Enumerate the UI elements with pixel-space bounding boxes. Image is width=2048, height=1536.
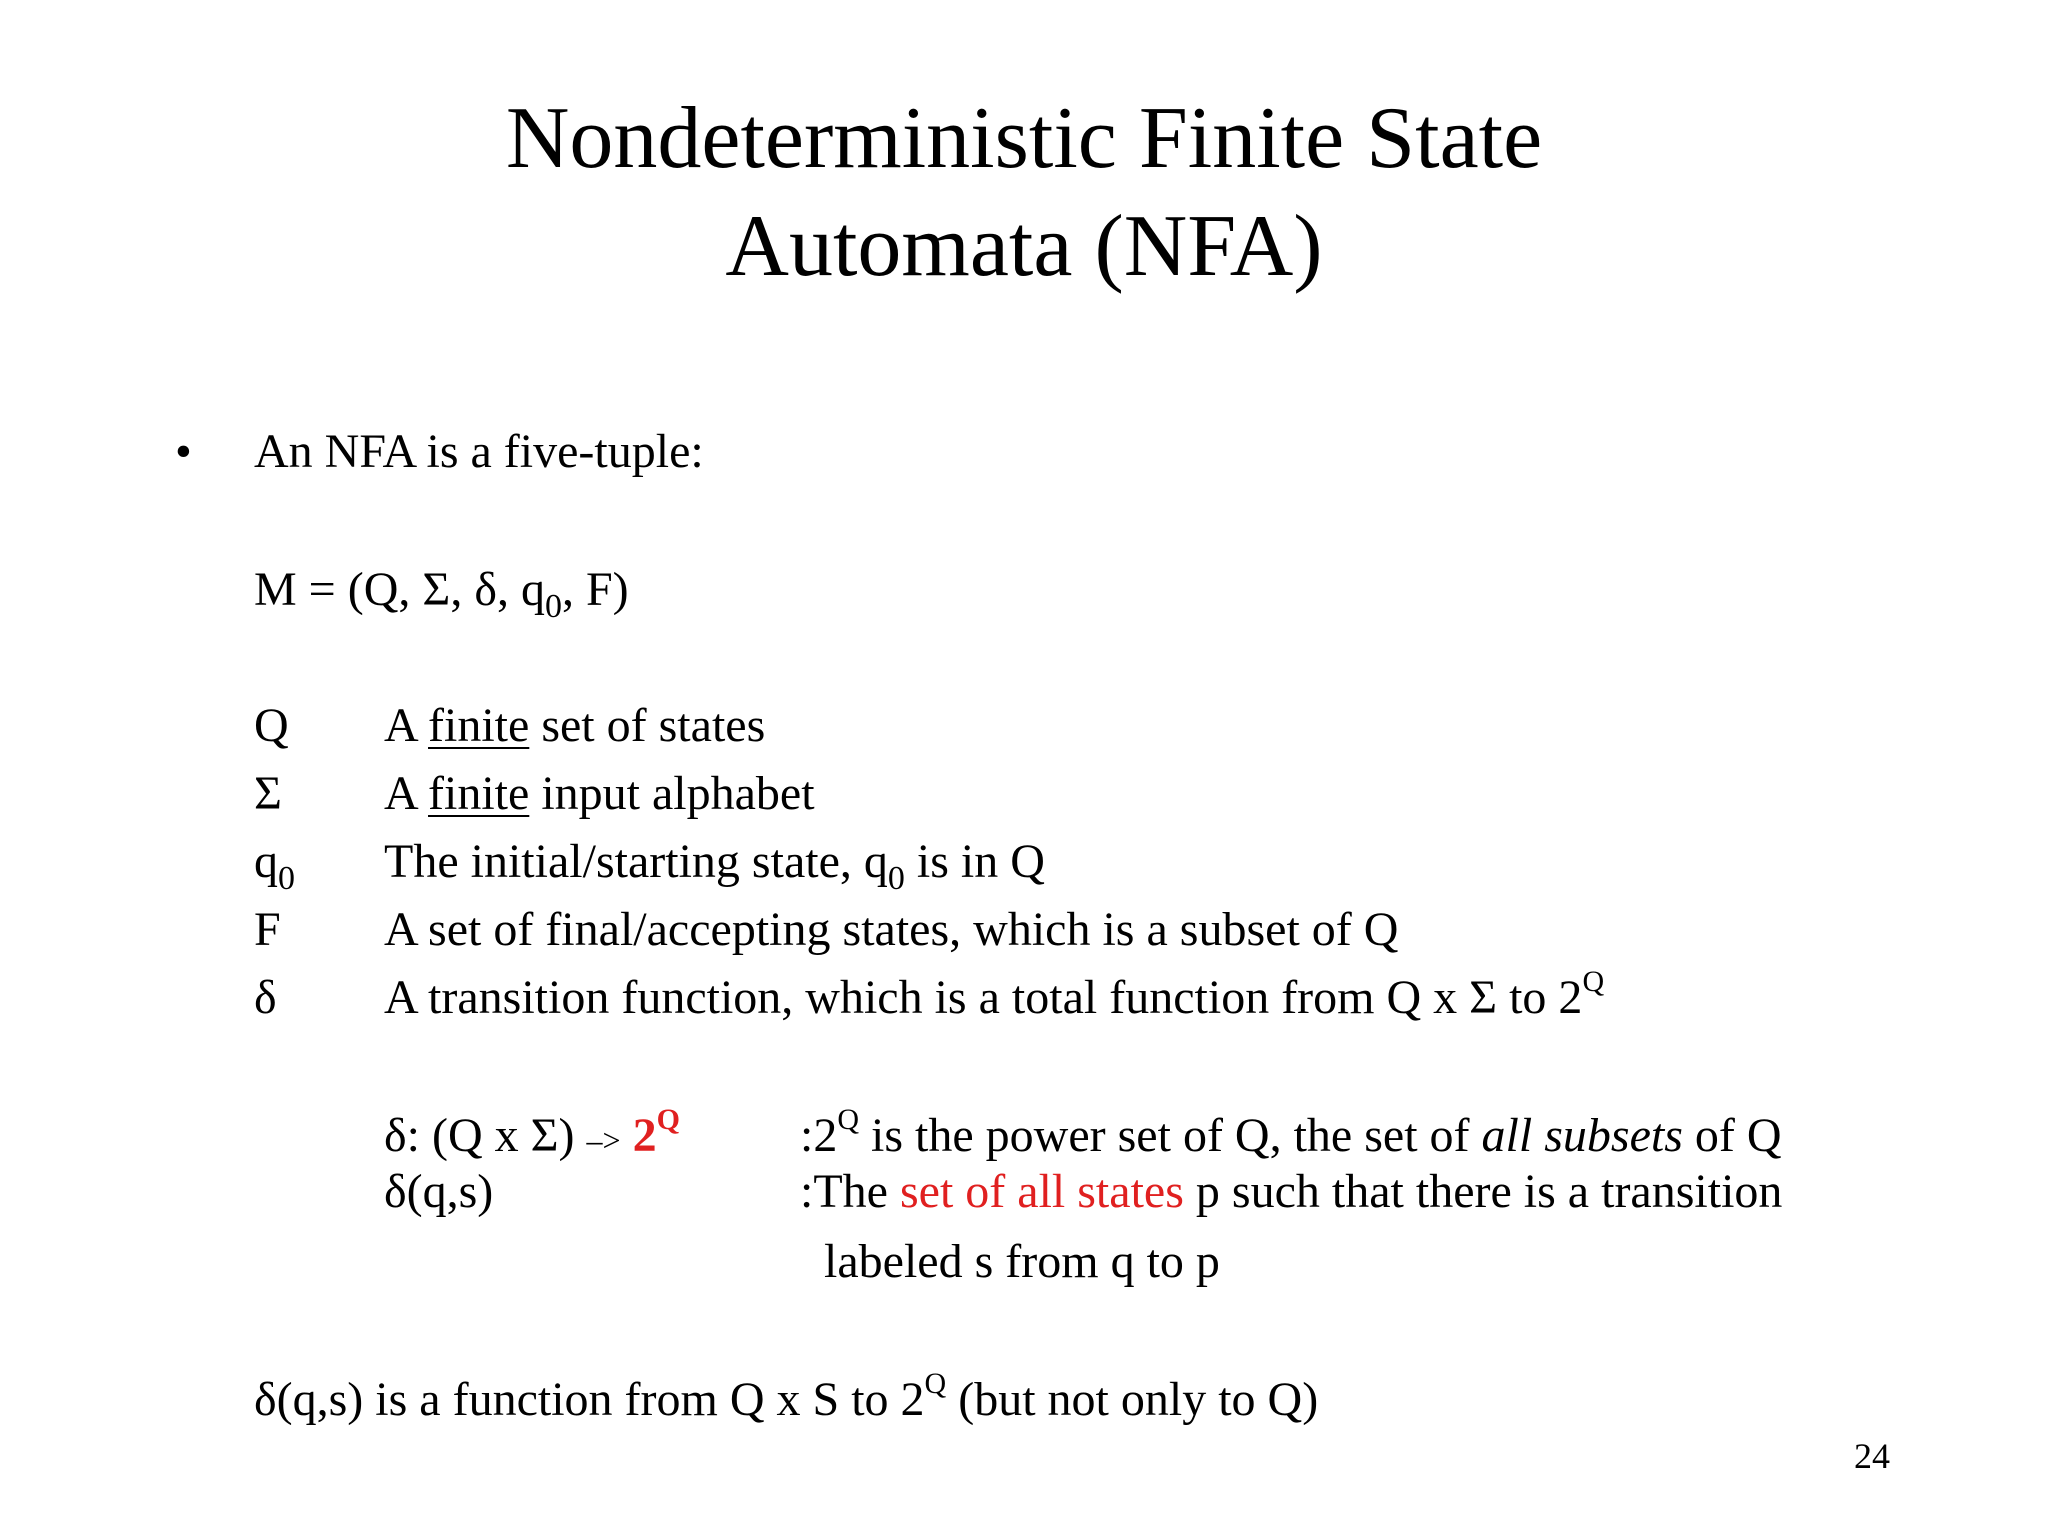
definition-text-q bbox=[384, 698, 765, 754]
slide-title-line-2: Automata (NFA) bbox=[725, 198, 1323, 295]
italic-phrase: all subsets bbox=[1481, 1109, 1683, 1162]
footer-statement bbox=[254, 1367, 1319, 1428]
definition-text-part: A bbox=[384, 699, 429, 752]
text-subscript: 0 bbox=[887, 860, 905, 897]
highlighted-phrase: set of all states bbox=[899, 1165, 1184, 1218]
statement-text: δ(q,s) is a function from Q x S to 2 bbox=[254, 1373, 925, 1426]
description-text: :2 bbox=[800, 1109, 838, 1162]
statement-superscript: Q bbox=[924, 1367, 947, 1400]
definition-symbol-f: F bbox=[254, 903, 281, 956]
slide-title-line-1: Nondeterministic Finite State bbox=[505, 90, 1543, 187]
description-superscript: Q bbox=[837, 1103, 860, 1136]
signature-text: δ: (Q x Σ) bbox=[384, 1109, 587, 1162]
description-text: p such that there is a transition bbox=[1183, 1165, 1783, 1218]
definition-symbol-delta: δ bbox=[254, 971, 277, 1024]
definition-text-part: A transition function, which is a total function from Q x Σ to 2 bbox=[384, 971, 1583, 1024]
underlined-word: finite bbox=[428, 767, 530, 820]
text-superscript: Q bbox=[1582, 965, 1605, 998]
five-tuple-definition bbox=[254, 562, 629, 625]
delta-signature bbox=[384, 1103, 680, 1168]
delta-call-description-line-2: labeled s from q to p bbox=[824, 1235, 1220, 1288]
definition-text-q0 bbox=[384, 834, 1045, 897]
definition-symbol-sigma: Σ bbox=[254, 767, 282, 820]
page-number: 24 bbox=[1854, 1436, 1890, 1476]
definition-symbol-q0 bbox=[254, 834, 295, 897]
symbol-base: q bbox=[254, 835, 278, 888]
tuple-prefix: M = (Q, Σ, δ, q bbox=[254, 563, 545, 616]
description-text: of Q bbox=[1682, 1109, 1782, 1162]
bullet-text: An NFA is a five-tuple: bbox=[254, 425, 704, 478]
definition-text-part: The initial/starting state, q bbox=[384, 835, 888, 888]
description-text: :The bbox=[800, 1165, 900, 1218]
power-set-base: 2 bbox=[632, 1109, 657, 1162]
statement-text: (but not only to Q) bbox=[946, 1373, 1319, 1426]
definition-symbol-q: Q bbox=[254, 699, 289, 752]
definition-text-part: input alphabet bbox=[529, 767, 815, 820]
definition-text-sigma bbox=[384, 766, 815, 822]
symbol-subscript: 0 bbox=[278, 860, 295, 897]
description-text: is the power set of Q, the set of bbox=[859, 1109, 1482, 1162]
definition-text-delta bbox=[384, 965, 1605, 1026]
definition-text-part: set of states bbox=[529, 699, 766, 752]
definition-text-part: is in Q bbox=[904, 835, 1045, 888]
delta-call: δ(q,s) bbox=[384, 1165, 494, 1218]
tuple-subscript: 0 bbox=[544, 588, 562, 625]
definition-text-part: A bbox=[384, 767, 429, 820]
tuple-suffix: , F) bbox=[561, 563, 629, 616]
arrow-icon: –> bbox=[586, 1122, 621, 1158]
delta-call-description bbox=[800, 1164, 1782, 1220]
underlined-word: finite bbox=[428, 699, 530, 752]
bullet-marker: • bbox=[175, 425, 192, 478]
power-set-superscript: Q bbox=[656, 1103, 680, 1136]
power-set-description bbox=[800, 1103, 1782, 1164]
definition-text-f: A set of final/accepting states, which is a subset of Q bbox=[384, 903, 1399, 956]
